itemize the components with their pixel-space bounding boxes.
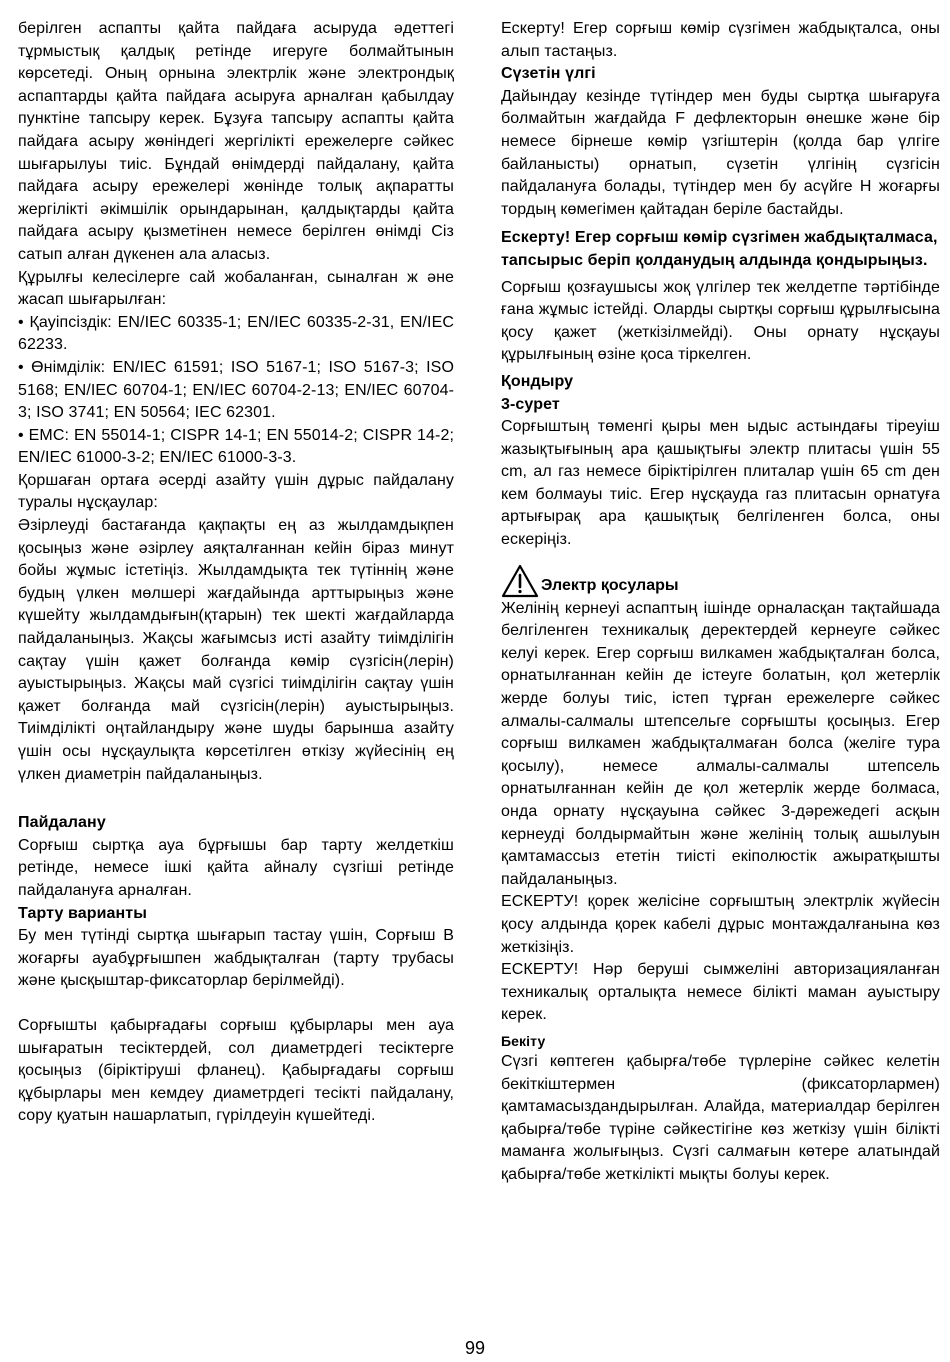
section-heading-fixing: Бекіту — [501, 1032, 546, 1049]
section-heading-extraction: Тарту варианты — [18, 904, 148, 922]
duct-paragraph: Сорғышты қабырғадағы сорғыш құбырлары мен ауа шығаратын тесіктердей, сол диаметрдегі тесіктерге қосыңыз (біріктіруші фланец). Қабырғадағы сорғыш құбырлары мен кемдеу диаметрдегі тесікті пайдалану, сору қуатын нашарлатып, гүрілдеуін күшейтеді. — [18, 1016, 454, 1125]
spacer — [18, 786, 454, 808]
install-paragraph: Сорғыштың төменгі қыры мен ыдыс астындағы тіреуіш жазықтығының ара қашықтығы электр плитасы үшін 55 cm, ал газ немесе біріктірілген плиталар үшін 65 cm ден кем болмауы тиіс. Егер нұсқауда газ плитасын орнатуға артығырақ ара қашықтық белгіленген болса, оны ескеріңіз. — [501, 418, 940, 549]
left-column — [18, 18, 454, 1128]
eco-use-paragraph: Әзірлеуді бастағанда қақпақты ең аз жылдамдықпен қосыңыз және әзірлеу аяқталғаннан кейін біраз минут бойы жұмыс істетіңіз. Жылдамдықта тек түтіннің және будың үлкен мөлшері жағдайында арттырыңыз және күшейту жылдамдығын(қтарын) тек шекті жағдайларда пайдаланыңыз. Жақсы жағымсыз исті азайту тиімділігін сақтау үшін қажет болғанда көмір сүзгісін(лерін) ауыстырыңыз. Жақсы май сүзгісі тиімділігін сақтау үшін қажет болғанда май сүзгісін(лерін) ауыстырыңыз. Тиімділікті оңтайландыру және шуды барынша азайту үшін осы нұсқаулықта көрсетілген өткізу жүйесінің ең үлкен диаметрін пайдаланыңыз. — [18, 517, 454, 783]
compliance-intro: Құрылғы келесілерге сай жобаланған, сыналған ж әне жасап шығарылған: — [18, 268, 454, 309]
section-heading-electric: Электр қосулары — [541, 577, 679, 595]
cable-warning: ЕСКЕРТУ! қорек желісіне сорғыштың электрлік жүйесін қосу алдында қорек кабелі дұрыс монтаждалғанына көз жеткізіңіз. — [501, 893, 940, 956]
spacer — [18, 993, 454, 1015]
figure-reference: 3-сурет — [501, 395, 560, 413]
electric-paragraph: Желінің кернеуі аспаптың ішінде орналасқан тақтайшада белгіленген техникалық деректердей кернеуге сәйкес келуі керек. Егер сорғыш вилкамен жабдықталған болса, орнатылғаннан кейін де істеуге болатын, қол жетерлік жерде болуы тиіс, істеп тұрған ережелерге сәйкес алмалы-салмалы штепсельге сорғышты қосыңыз. Егер сорғыш вилкамен жабдықталмаған болса (желіге тура қосылу), немесе алмалы-салмалы штепсель орнатылғаннан кейін де қол жетерлік жерде болмаса, онда орнату нұсқауына сәйкес 3-дәрежедегі асқын кернеуді болдырмайтын және желінің толық ашылуын қамтамассыз ететін тиісті екіполюстік ажыратқышты пайдаланыңыз. — [501, 599, 940, 888]
filter-paragraph: Дайындау кезінде түтіндер мен буды сыртқа шығаруға болмайтын жағдайда F дефлекторын өнешке және бір немесе бірнеше көмір үзгіштерін (қолда бар үлгіге байланысты) орнатып, сүзетін үлгінің сүзгісін пайдалануға болады, түтіндер мен бу асүйге Н жоғарғы тордың көмегімен қайтадан беріле бастайды. — [501, 87, 940, 218]
right-column — [501, 18, 940, 1187]
fixing-paragraph: Сүзгі көптеген қабырға/төбе түрлеріне сәйкес келетін бекіткіштермен (фиксаторлармен) қамтамасыздандырылған. Алайда, материалдар берілген қабырға/төбе түріне сәйкестігіне көз жеткізу үшін білікті маманға жолығыңыз. Сүзгі салмағын көтере алатындай қабырға/төбе жеткілікті мықты болуы керек. — [501, 1052, 940, 1183]
section-heading-install: Қондыру — [501, 372, 574, 390]
section-heading-use: Пайдалану — [18, 814, 106, 832]
use-paragraph: Сорғыш сыртқа ауа бұрғышы бар тарту желдеткіш ретінде, немесе ішкі қайта айналу сүзгіші ретінде пайдалануға арналған. — [18, 836, 454, 899]
no-motor-paragraph: Сорғыш қозғаушысы жоқ үлгілер тек желдетпе тәртібінде ғана жұмыс істейді. Оларды сыртқы сорғыш құрылғысына қосу қажет (жеткізілмейді). Оны орнату нұсқауы құрылғының өзіне қоса тіркелген. — [501, 278, 940, 364]
safety-standards: • Қауіпсіздік: EN/IEC 60335-1; EN/IEC 60335-2-31, EN/IEC 62233. — [18, 313, 454, 354]
electric-heading-row — [501, 564, 940, 598]
disposal-paragraph: берілген аспапты қайта пайдаға асыруда әдеттегі тұрмыстық қалдық ретінде игеруге болмайтынын көрсетеді. Оның орнына электрлік және электрондық аспаптарды қайта пайдаға асыруға арналған қабылдау пунктіне тапсыру керек. Бұзуға тапсыру аспапты қайта пайдаға асыру жөніндегі жергілікті ережелерге сәйкес шығарылуы тиіс. Бұндай өнімдерді пайдалану, қайта пайдаға асыру ережелері жөнінде толық ақпаратты жергілікті әкімшілік орындарынан, қалдықтарды қайта пайдаға асыру қызметінен немесе берілген өнімді Сіз сатып алған дүкенен ала аласыз. — [18, 20, 454, 263]
carbon-filter-warning: Ескерту! Егер сорғыш көмір сүзгімен жабдықталмаса, тапсырыс беріп қолданудың алдында қондырыңыз. — [501, 229, 938, 269]
performance-standards: • Өнімділік: EN/IEC 61591; ISO 5167-1; ISO 5167-3; ISO 5168; EN/IEC 60704-1; EN/IEC 60704-2-13; EN/IEC 60704-3; ISO 3741; EN 50564; IEC 62301. — [18, 358, 454, 422]
carbon-filter-note: Ескерту! Егер сорғыш көмір сүзгімен жабдықталса, оны алып тастаңыз. — [501, 20, 940, 60]
section-heading-filter: Сүзетін үлгі — [501, 65, 596, 83]
replacement-warning: ЕСКЕРТУ! Нәр беруші сымжеліні авторизацияланған техникалық орталықта немесе білікті маман ауыстыру керек. — [501, 961, 940, 1024]
page-number: 99 — [464, 1338, 486, 1358]
extraction-paragraph: Бу мен түтінді сыртқа шығарып тастау үшін, Сорғыш В жоғарғы ауабұрғышпен жабдықталған (тарту трубасы және қысқыштар-фиксаторлар берілмейді). — [18, 927, 454, 990]
warning-triangle-icon — [501, 564, 539, 598]
emc-standards: • EMC: EN 55014-1; CISPR 14-1; EN 55014-2; CISPR 14-2; EN/IEC 61000-3-2; EN/IEC 61000-3-3. — [18, 426, 454, 467]
eco-use-heading: Қоршаған ортаға әсерді азайту үшін дұрыс пайдалану туралы нұсқаулар: — [18, 471, 454, 512]
